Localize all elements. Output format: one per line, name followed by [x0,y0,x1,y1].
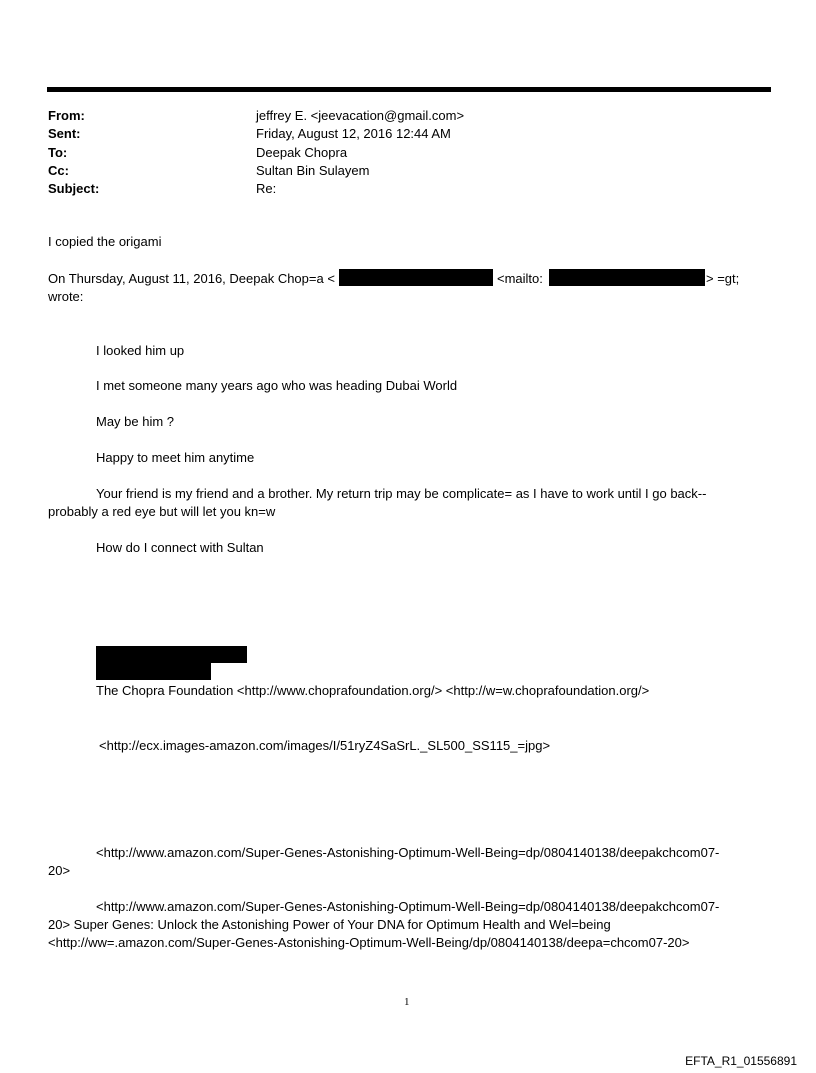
quote-intro-start: On Thursday, August 11, 2016, Deepak Chop=a < [48,271,335,286]
subject-label: Subject: [48,181,100,196]
bates-number: EFTA_R1_01556891 [685,1054,797,1068]
reply-text: I copied the origami [48,234,162,249]
signature-redaction [96,646,247,663]
header-rule [47,87,771,92]
redaction-box [339,269,493,286]
from-value: jeffrey E. <jeevacation@gmail.com> [256,108,465,123]
amazon-link: <http://www.amazon.com/Super-Genes-Astonishing-Optimum-Well-Being=dp/0804140138/deepakchcom07- [96,899,720,914]
quoted-line: probably a red eye but will let you kn=w [48,504,276,519]
redaction-box [549,269,705,286]
quoted-line: May be him ? [96,414,175,429]
cc-label: Cc: [48,163,69,178]
to-value: Deepak Chopra [256,145,348,160]
signature-redaction [96,663,211,680]
sent-value: Friday, August 12, 2016 12:44 AM [256,126,451,141]
amazon-link: <http://ww=.amazon.com/Super-Genes-Astonishing-Optimum-Well-Being/dp/0804140138/deepa=chcom07-20> [48,935,690,950]
image-link: <http://ecx.images-amazon.com/images/I/51ryZ4SaSrL._SL500_SS115_=jpg> [99,738,551,753]
amazon-link: 20> Super Genes: Unlock the Astonishing Power of Your DNA for Optimum Health and Wel=being [48,917,611,932]
amazon-link: 20> [48,863,71,878]
from-label: From: [48,108,85,123]
sent-label: Sent: [48,126,81,141]
to-label: To: [48,145,68,160]
amazon-link: <http://www.amazon.com/Super-Genes-Astonishing-Optimum-Well-Being=dp/0804140138/deepakchcom07- [96,845,720,860]
quote-intro-mailto: <mailto: [497,271,543,286]
cc-value: Sultan Bin Sulayem [256,163,370,178]
foundation-line: The Chopra Foundation <http://www.choprafoundation.org/> <http://w=w.choprafoundation.org/> [96,683,650,698]
page-number: 1 [404,996,410,1008]
quote-intro-wrote: wrote: [48,289,84,304]
quoted-line: I met someone many years ago who was heading Dubai World [96,378,458,393]
quoted-line: How do I connect with Sultan [96,540,264,555]
quoted-line: Your friend is my friend and a brother. My return trip may be complicate= as I have to work until I go back-- [96,486,707,501]
quoted-line: Happy to meet him anytime [96,450,255,465]
quoted-line: I looked him up [96,343,185,358]
subject-value: Re: [256,181,277,196]
quote-intro-end: > =gt; [706,271,740,286]
